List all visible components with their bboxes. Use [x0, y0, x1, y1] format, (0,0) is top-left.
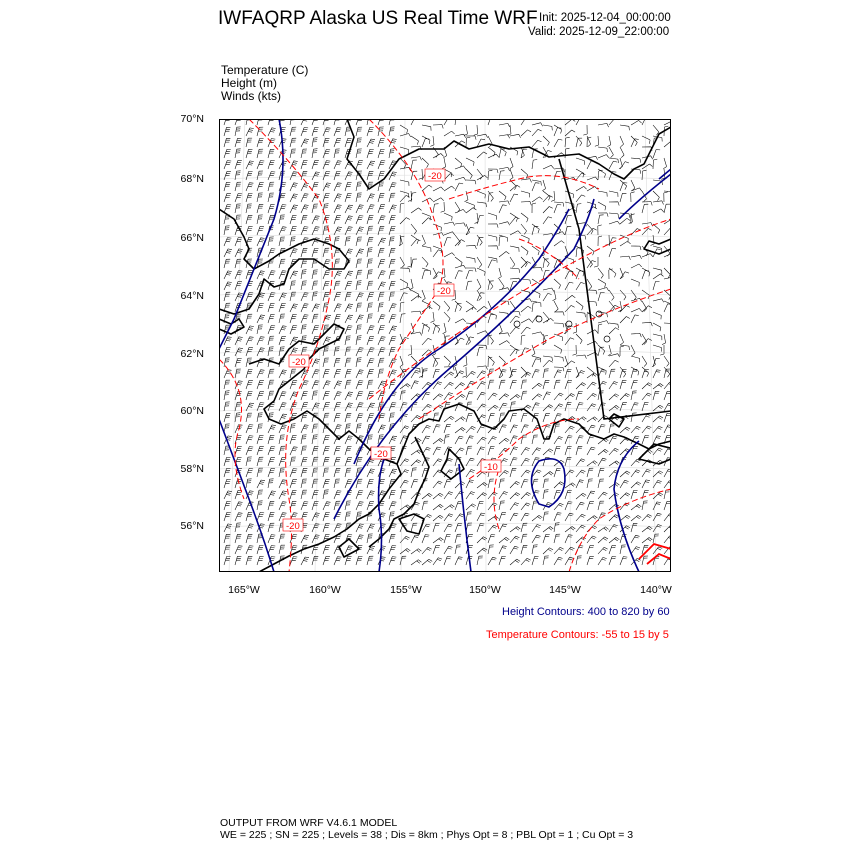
border-line: [559, 159, 671, 419]
contour-label: -20: [292, 357, 306, 368]
model-settings: WE = 225 ; SN = 225 ; Levels = 38 ; Dis = 8km ; Phys Opt = 8 ; PBL Opt = 1 ; Cu Opt = 3: [220, 829, 634, 841]
contour-label: -10: [484, 462, 498, 473]
contour-label: -20: [374, 449, 388, 460]
contour-label: -20: [428, 171, 442, 182]
init-time: Init: 2025-12-04_00:00:00: [539, 12, 671, 24]
lat-label: 60°N: [180, 405, 204, 417]
wind-barbs: [224, 119, 671, 565]
lat-label: 68°N: [180, 173, 204, 185]
lat-label: 70°N: [180, 113, 204, 125]
contour-label: -20: [437, 286, 451, 297]
lat-label: 56°N: [180, 520, 204, 532]
lat-label: 66°N: [180, 232, 204, 244]
wind-barb-field: [224, 119, 671, 565]
lon-label: 145°W: [549, 584, 581, 596]
height-contours: [219, 119, 671, 572]
lon-label: 165°W: [228, 584, 260, 596]
lon-label: 160°W: [309, 584, 341, 596]
field-label-height: Height (m): [221, 76, 278, 90]
contour-label: -20: [286, 521, 300, 532]
field-label-winds: Winds (kts): [221, 89, 281, 103]
map-panel: [219, 119, 671, 572]
station-markers: [514, 311, 610, 342]
chart-title: IWFAQRP Alaska US Real Time WRF: [218, 8, 538, 29]
model-info: OUTPUT FROM WRF V4.6.1 MODEL: [220, 817, 398, 829]
lon-label: 140°W: [640, 584, 672, 596]
lon-label: 150°W: [469, 584, 501, 596]
lat-label: 64°N: [180, 290, 204, 302]
height-legend: Height Contours: 400 to 820 by 60: [502, 606, 670, 618]
lat-label: 62°N: [180, 348, 204, 360]
temperature-legend: Temperature Contours: -55 to 15 by 5: [486, 629, 669, 641]
lat-label: 58°N: [180, 463, 204, 475]
field-label-temperature: Temperature (C): [221, 63, 309, 77]
valid-time: Valid: 2025-12-09_22:00:00: [528, 26, 670, 38]
lon-label: 155°W: [390, 584, 422, 596]
